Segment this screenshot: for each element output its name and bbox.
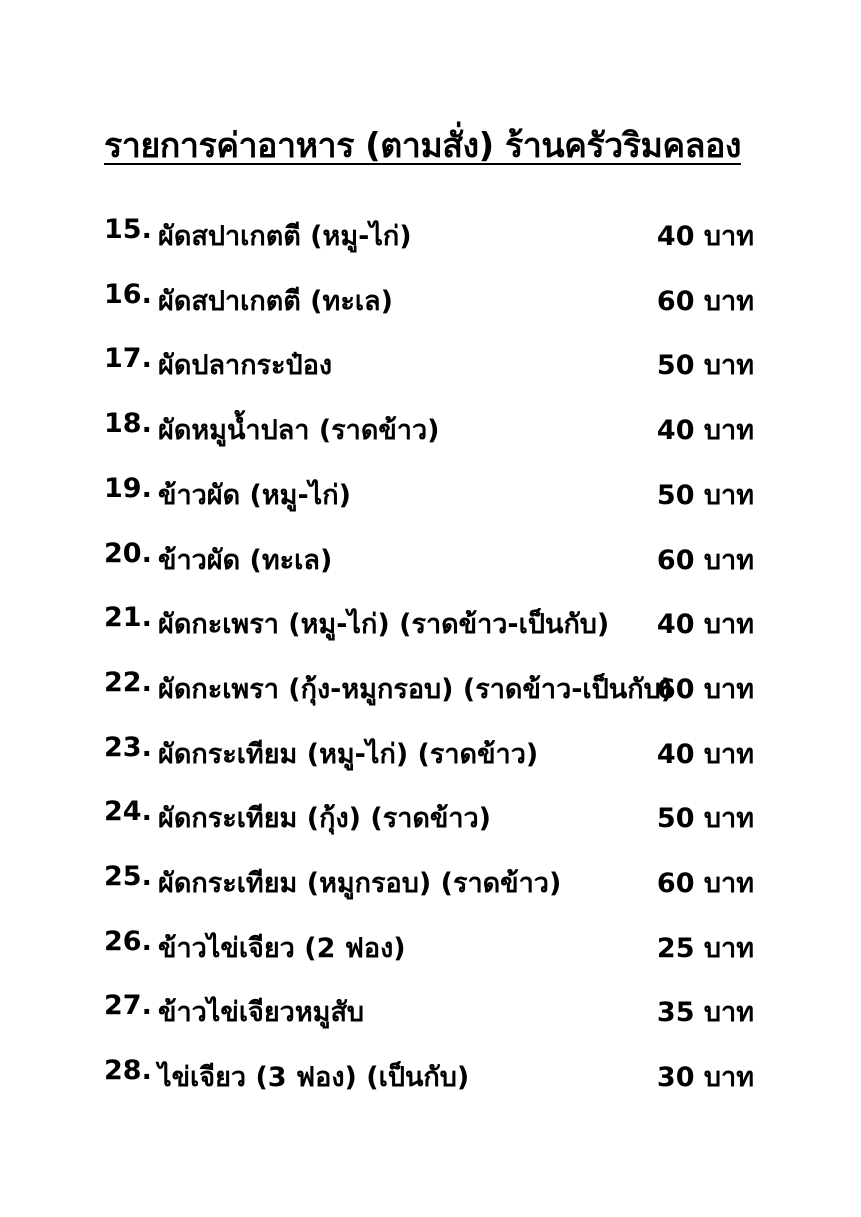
menu-item-price: 30 บาท: [656, 1062, 754, 1093]
menu-item: [104, 926, 754, 966]
menu-item: [104, 861, 754, 901]
menu-item: [104, 1055, 754, 1095]
menu-item-number: 16.: [104, 279, 152, 310]
menu-item-name: ผัดกระเทียม (หมูกรอบ) (ราดข้าว): [158, 868, 562, 899]
menu-item: [104, 473, 754, 513]
menu-item-name: ข้าวไข่เจียวหมูสับ: [158, 997, 365, 1028]
menu-item-number: 17.: [104, 343, 152, 374]
menu-item: [104, 667, 754, 707]
menu-item-name: ผัดสปาเกตตี (หมู-ไก่): [158, 221, 412, 252]
menu-item-number: 23.: [104, 732, 152, 763]
menu-item: [104, 990, 754, 1030]
menu-item-price: 35 บาท: [656, 997, 754, 1028]
menu-item-number: 18.: [104, 408, 152, 439]
menu-item: [104, 343, 754, 383]
page-title: รายการค่าอาหาร (ตามสั่ง) ร้านครัวริมคลอง: [104, 126, 741, 166]
menu-item-number: 22.: [104, 667, 152, 698]
menu-item: [104, 214, 754, 254]
menu-item-price: 40 บาท: [656, 609, 754, 640]
menu-item: [104, 279, 754, 319]
menu-item-name: ผัดกระเทียม (หมู-ไก่) (ราดข้าว): [158, 739, 539, 770]
menu-item: [104, 796, 754, 836]
menu-item-name: ผัดสปาเกตตี (ทะเล): [158, 286, 393, 317]
menu-item-number: 27.: [104, 990, 152, 1021]
menu-item-price: 40 บาท: [656, 415, 754, 446]
menu-item-number: 28.: [104, 1055, 152, 1086]
menu-item-price: 60 บาท: [656, 286, 754, 317]
menu-item-number: 20.: [104, 538, 152, 569]
menu-item-number: 25.: [104, 861, 152, 892]
menu-item-number: 19.: [104, 473, 152, 504]
menu-item: [104, 602, 754, 642]
menu-item-price: 25 บาท: [656, 933, 754, 964]
menu-item-name: ข้าวผัด (หมู-ไก่): [158, 480, 351, 511]
menu-item-price: 60 บาท: [656, 674, 754, 705]
menu-item-name: ผัดกะเพรา (กุ้ง-หมูกรอบ) (ราดข้าว-เป็นกับ): [158, 674, 674, 705]
menu-item-name: ผัดหมูน้ำปลา (ราดข้าว): [158, 415, 440, 446]
menu-item-price: 40 บาท: [656, 221, 754, 252]
menu-item-price: 50 บาท: [656, 803, 754, 834]
menu-item-number: 15.: [104, 214, 152, 245]
menu-item: [104, 538, 754, 578]
menu-item-price: 40 บาท: [656, 739, 754, 770]
menu-item-name: ข้าวผัด (ทะเล): [158, 545, 333, 576]
menu-item-name: ผัดกะเพรา (หมู-ไก่) (ราดข้าว-เป็นกับ): [158, 609, 610, 640]
menu-item-price: 60 บาท: [656, 868, 754, 899]
menu-item: [104, 732, 754, 772]
menu-item-number: 21.: [104, 602, 152, 633]
menu-item-number: 26.: [104, 926, 152, 957]
menu-item-price: 60 บาท: [656, 545, 754, 576]
menu-item: [104, 408, 754, 448]
menu-item-price: 50 บาท: [656, 350, 754, 381]
menu-item-name: ผัดกระเทียม (กุ้ง) (ราดข้าว): [158, 803, 492, 834]
menu-item-name: ผัดปลากระป๋อง: [158, 350, 333, 381]
menu-item-name: ไข่เจียว (3 ฟอง) (เป็นกับ): [158, 1062, 470, 1093]
menu-item-number: 24.: [104, 796, 152, 827]
menu-item-price: 50 บาท: [656, 480, 754, 511]
menu-item-name: ข้าวไข่เจียว (2 ฟอง): [158, 933, 406, 964]
